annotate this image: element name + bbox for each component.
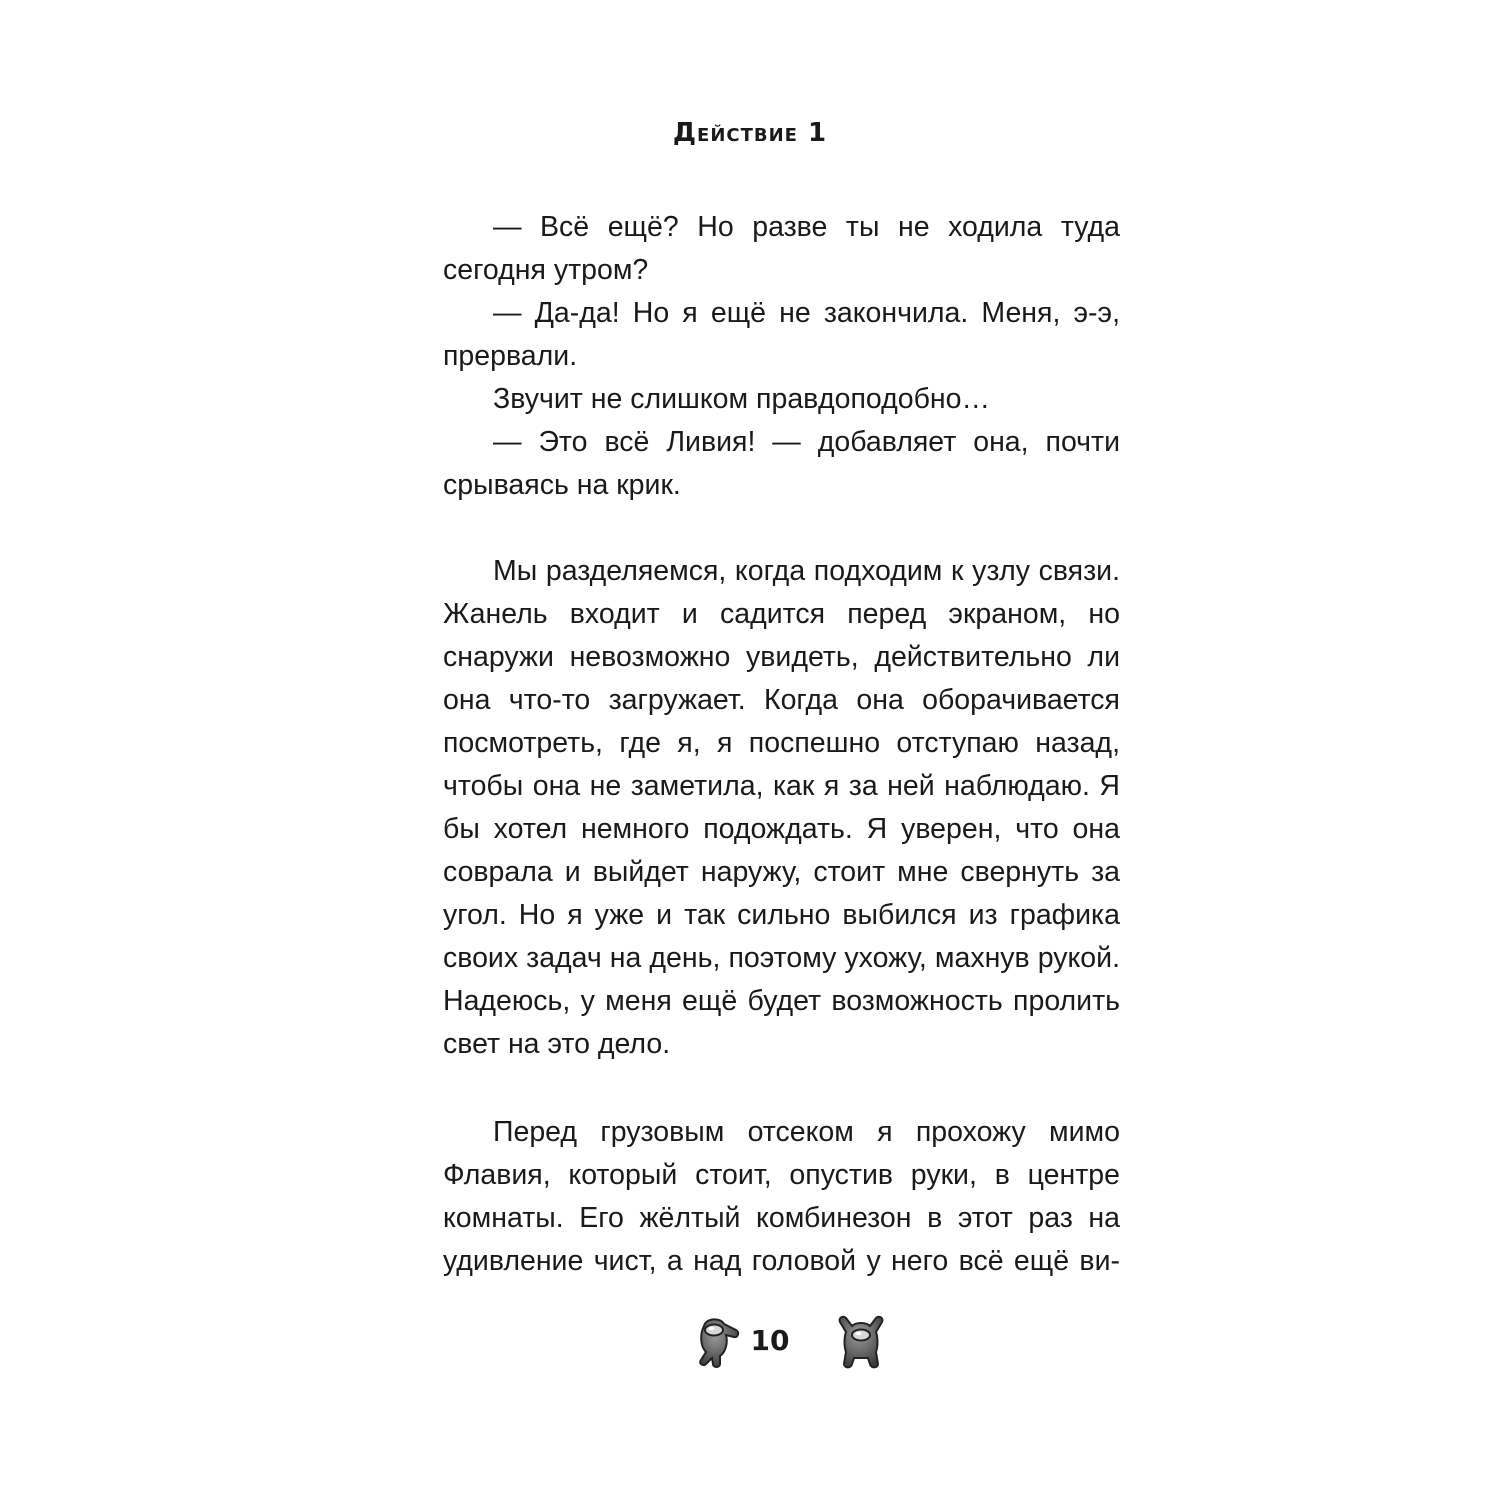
paragraph: — Да-да! Но я ещё не закончила. Меня, э-э, прервали. <box>443 297 1120 372</box>
paragraph: — Всё ещё? Но разве ты не ходила туда сегодня утром? <box>443 211 1120 286</box>
paragraph: Мы разделяемся, когда подходим к узлу связи. Жанель входит и садится перед экраном, но снаружи невозможно увидеть, действительно ли она что-то загружает. Когда она оборачивается посмотреть, где я, я поспешно отступаю назад, чтобы она не заметила, как я за ней наблюдаю. Я бы хотел немного подождать. Я уверен, что она соврала и выйдет наружу, стоит мне свернуть за угол. Но я уже и так сильно выбился из графика своих задач на день, поэтому ухожу, махнув рукой. Надеюсь, у меня ещё будет возможность пролить свет на это дело. <box>443 555 1120 1060</box>
text-block-dialogue <box>443 206 1120 507</box>
paragraph: Перед грузовым отсеком я прохожу мимо Флавия, который стоит, опустив руки, в центре комнаты. Его жёлтый комбинезон в этот раз на удивление чист, а над головой у него всё ещё ви- <box>443 1116 1120 1277</box>
paragraph: Звучит не слишком правдоподобно… <box>493 383 991 415</box>
crewmate-waving-icon <box>830 1312 890 1372</box>
chapter-title: Действие 1 <box>672 118 828 148</box>
text-block-narrative <box>443 550 1120 1066</box>
page-number: 10 <box>750 1324 790 1357</box>
paragraph: — Это всё Ливия! — добавляет она, почти срываясь на крик. <box>443 426 1120 501</box>
text-block-continuation <box>443 1111 1120 1283</box>
page-footer <box>0 1312 1500 1372</box>
